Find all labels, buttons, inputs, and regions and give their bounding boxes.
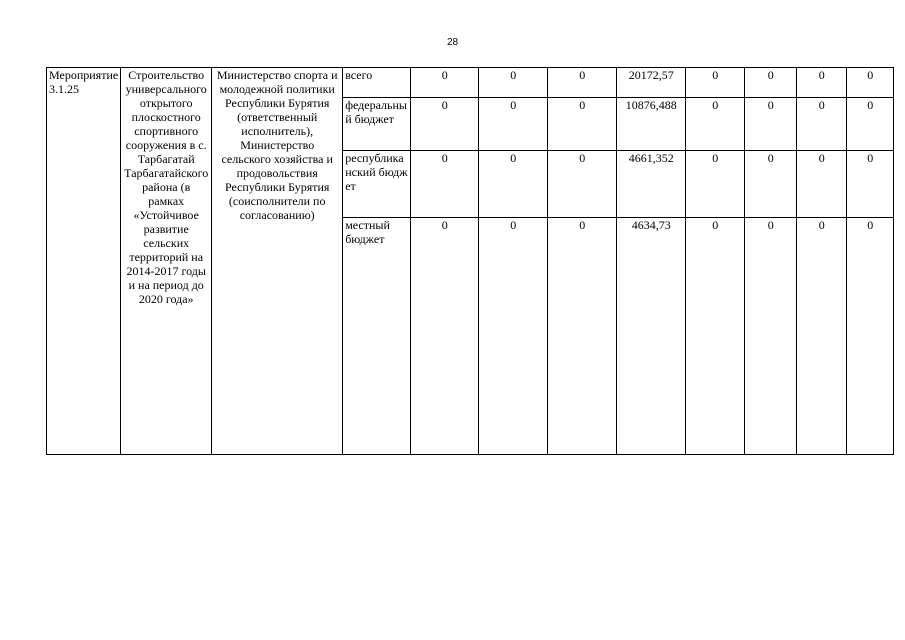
executors-cell: Министерство спорта и молодежной политики Республики Бурятия (ответственный исполнитель), Министерство сельского хозяйства и продовольствия Республики Бурятия (соисполнители по согласованию) xyxy=(212,68,343,455)
value-cell: 0 xyxy=(686,151,745,218)
funding-source-cell: всего xyxy=(343,68,411,98)
value-cell: 0 xyxy=(686,98,745,151)
value-cell: 0 xyxy=(797,218,847,455)
value-cell: 0 xyxy=(411,151,479,218)
value-cell: 0 xyxy=(411,68,479,98)
value-cell: 10876,488 xyxy=(617,98,686,151)
value-cell: 0 xyxy=(847,98,894,151)
value-cell: 0 xyxy=(745,151,797,218)
value-cell: 0 xyxy=(548,151,617,218)
value-cell: 4634,73 xyxy=(617,218,686,455)
funding-source-cell: местный бюджет xyxy=(343,218,411,455)
value-cell: 20172,57 xyxy=(617,68,686,98)
value-cell: 0 xyxy=(479,68,548,98)
value-cell: 0 xyxy=(479,151,548,218)
value-cell: 0 xyxy=(548,218,617,455)
value-cell: 0 xyxy=(847,218,894,455)
value-cell: 0 xyxy=(745,218,797,455)
value-cell: 0 xyxy=(745,68,797,98)
value-cell: 0 xyxy=(479,218,548,455)
budget-table xyxy=(46,67,894,455)
value-cell: 0 xyxy=(411,98,479,151)
value-cell: 0 xyxy=(548,98,617,151)
value-cell: 0 xyxy=(745,98,797,151)
value-cell: 0 xyxy=(847,68,894,98)
funding-source-cell: республиканский бюджет xyxy=(343,151,411,218)
event-code-cell: Мероприятие 3.1.25 xyxy=(47,68,121,455)
value-cell: 4661,352 xyxy=(617,151,686,218)
value-cell: 0 xyxy=(686,218,745,455)
table-row xyxy=(47,68,894,98)
event-name-cell: Строительство универсального открытого плоскостного спортивного сооружения в с. Тарбагатай Тарбагатайского района (в рамках «Устойчивое развитие сельских территорий на 2014-2017 годы и на период до 2020 года» xyxy=(121,68,212,455)
value-cell: 0 xyxy=(797,68,847,98)
value-cell: 0 xyxy=(686,68,745,98)
funding-source-cell: федеральный бюджет xyxy=(343,98,411,151)
value-cell: 0 xyxy=(797,98,847,151)
value-cell: 0 xyxy=(411,218,479,455)
value-cell: 0 xyxy=(548,68,617,98)
value-cell: 0 xyxy=(847,151,894,218)
page-number: 28 xyxy=(446,37,459,48)
value-cell: 0 xyxy=(479,98,548,151)
value-cell: 0 xyxy=(797,151,847,218)
